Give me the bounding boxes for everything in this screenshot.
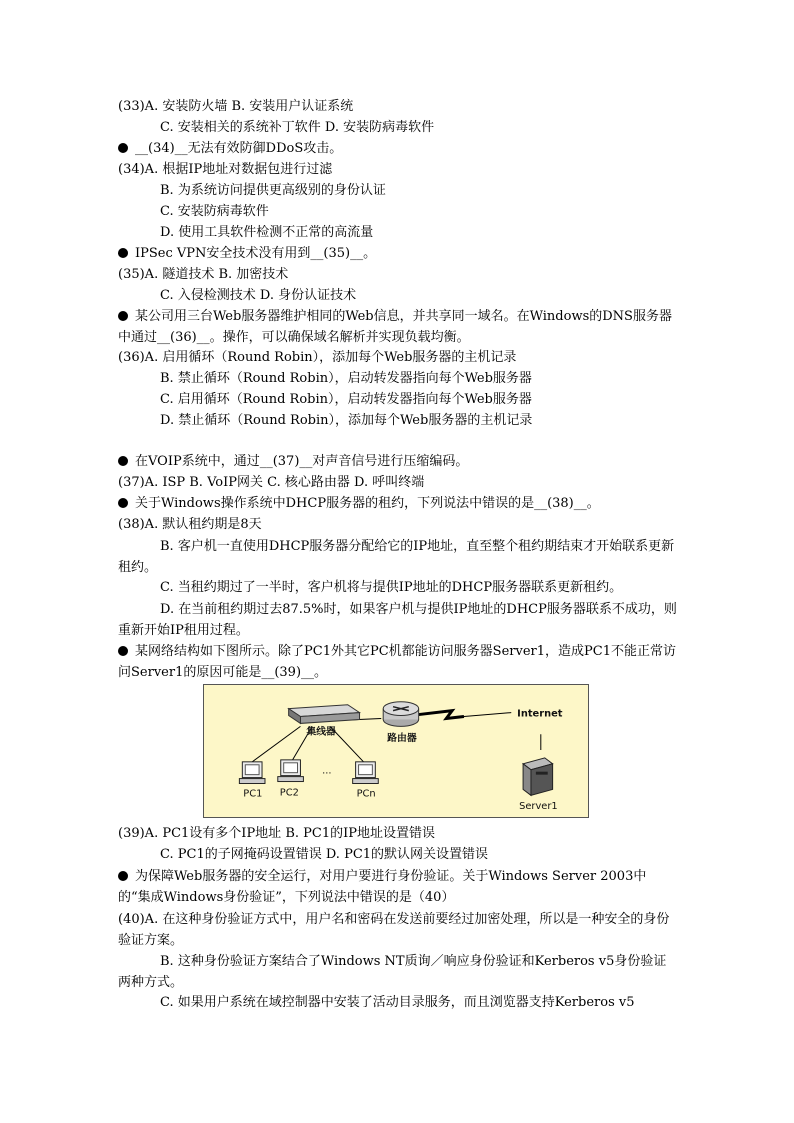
pc1-icon [239,762,265,784]
hub-label: 集线器 [306,726,336,738]
q36-stem-text: 某公司用三台Web服务器维护相同的Web信息，并共享同一域名。在Windows的DNS服务器中通过__(36)__。操作，可以确保域名解析并实现负载均衡。 [118,309,672,345]
pcn-label: PCn [356,788,376,800]
q40-stem [118,866,678,908]
q35-stem-text: IPSec VPN安全技术没有用到__(35)__。 [135,246,377,261]
router-icon [383,702,418,727]
pc2-label: PC2 [279,787,299,799]
network-diagram-svg [204,685,588,817]
hub-icon [289,705,360,724]
q34-option-d: D. 使用工具软件检测不正常的高流量 [160,225,374,240]
internet-label: Internet [517,708,563,720]
q40-option-b: B. 这种身份验证方案结合了Windows NT质询／响应身份验证和Kerberos v5身份验证两种方式。 [118,954,667,990]
q38-option-a: (38)A. 默认租约期是8天 [118,517,262,532]
q37-stem-text: 在VOIP系统中，通过__(37)__对声音信号进行压缩编码。 [135,454,469,469]
wan-link-icon [419,711,464,719]
q39-stem [118,641,678,683]
q37-stem [118,452,468,472]
router-label: 路由器 [387,733,417,745]
q40-option-a: (40)A. 在这种身份验证方式中，用户名和密码在发送前要经过加密处理，所以是一种安全的身份验证方案。 [118,912,670,948]
bullet-icon [118,498,128,508]
q33-options-cd: C. 安装相关的系统补丁软件 D. 安装防病毒软件 [160,120,435,135]
q40-stem-text: 为保障Web服务器的安全运行，对用户要进行身份验证。关于Windows Server 2003中的“集成Windows身份验证”，下列说法中错误的是（40） [118,869,647,905]
server-label: Server1 [519,801,558,813]
wan-link-line [464,713,511,717]
q38-option-d: D. 在当前租约期过去87.5%时，如果客户机与提供IP地址的DHCP服务器联系不成功，则重新开始IP租用过程。 [118,602,677,638]
pc-ellipsis: ... [322,765,332,777]
pc2-icon [278,760,304,782]
pc1-label: PC1 [243,788,263,800]
bullet-icon [118,248,128,258]
bullet-icon [118,456,128,466]
q34-option-b: B. 为系统访问提供更高级别的身份认证 [160,183,386,198]
network-diagram [203,684,589,818]
q37-options: (37)A. ISP B. VoIP网关 C. 核心路由器 D. 呼叫终端 [118,475,425,490]
bullet-icon [118,311,128,321]
q36-option-c: C. 启用循环（Round Robin），启动转发器指向每个Web服务器 [160,392,532,407]
server-icon [523,758,553,795]
q35-stem [118,244,376,264]
q38-option-b: B. 客户机一直使用DHCP服务器分配给它的IP地址，直至整个租约期结束才开始联系更新租约。 [118,539,675,575]
bullet-icon [118,646,128,656]
q35-options-cd: C. 入侵检测技术 D. 身份认证技术 [160,288,357,303]
q34-option-a: (34)A. 根据IP地址对数据包进行过滤 [118,162,333,177]
q40-option-c: C. 如果用户系统在域控制器中安装了活动目录服务，而且浏览器支持Kerberos v5 [160,995,635,1010]
q36-option-a: (36)A. 启用循环（Round Robin），添加每个Web服务器的主机记录 [118,350,517,365]
pcn-icon [353,762,379,784]
q38-stem-text: 关于Windows操作系统中DHCP服务器的租约，下列说法中错误的是__(38)__。 [135,496,600,511]
q36-option-b: B. 禁止循环（Round Robin），启动转发器指向每个Web服务器 [160,371,532,386]
q36-option-d: D. 禁止循环（Round Robin），添加每个Web服务器的主机记录 [160,413,533,428]
q34-stem-text: __(34)__无法有效防御DDoS攻击。 [135,141,343,156]
bullet-icon [118,871,128,881]
q39-options-cd: C. PC1的子网掩码设置错误 D. PC1的默认网关设置错误 [160,847,489,862]
q36-stem [118,306,678,348]
q38-stem [118,494,600,514]
q39-stem-text: 某网络结构如下图所示。除了PC1外其它PC机都能访问服务器Server1，造成PC1不能正常访问Server1的原因可能是__(39)__。 [118,644,676,680]
q38-option-c: C. 当租约期过了一半时，客户机将与提供IP地址的DHCP服务器联系更新租约。 [160,580,623,595]
q39-options-ab: (39)A. PC1设有多个IP地址 B. PC1的IP地址设置错误 [118,826,435,841]
bullet-icon [118,143,128,153]
q35-options-ab: (35)A. 隧道技术 B. 加密技术 [118,267,289,282]
hub-pc1-link [252,726,300,761]
q33-options-ab: (33)A. 安装防火墙 B. 安装用户认证系统 [118,99,354,114]
q34-stem [118,139,342,159]
q34-option-c: C. 安装防病毒软件 [160,204,269,219]
